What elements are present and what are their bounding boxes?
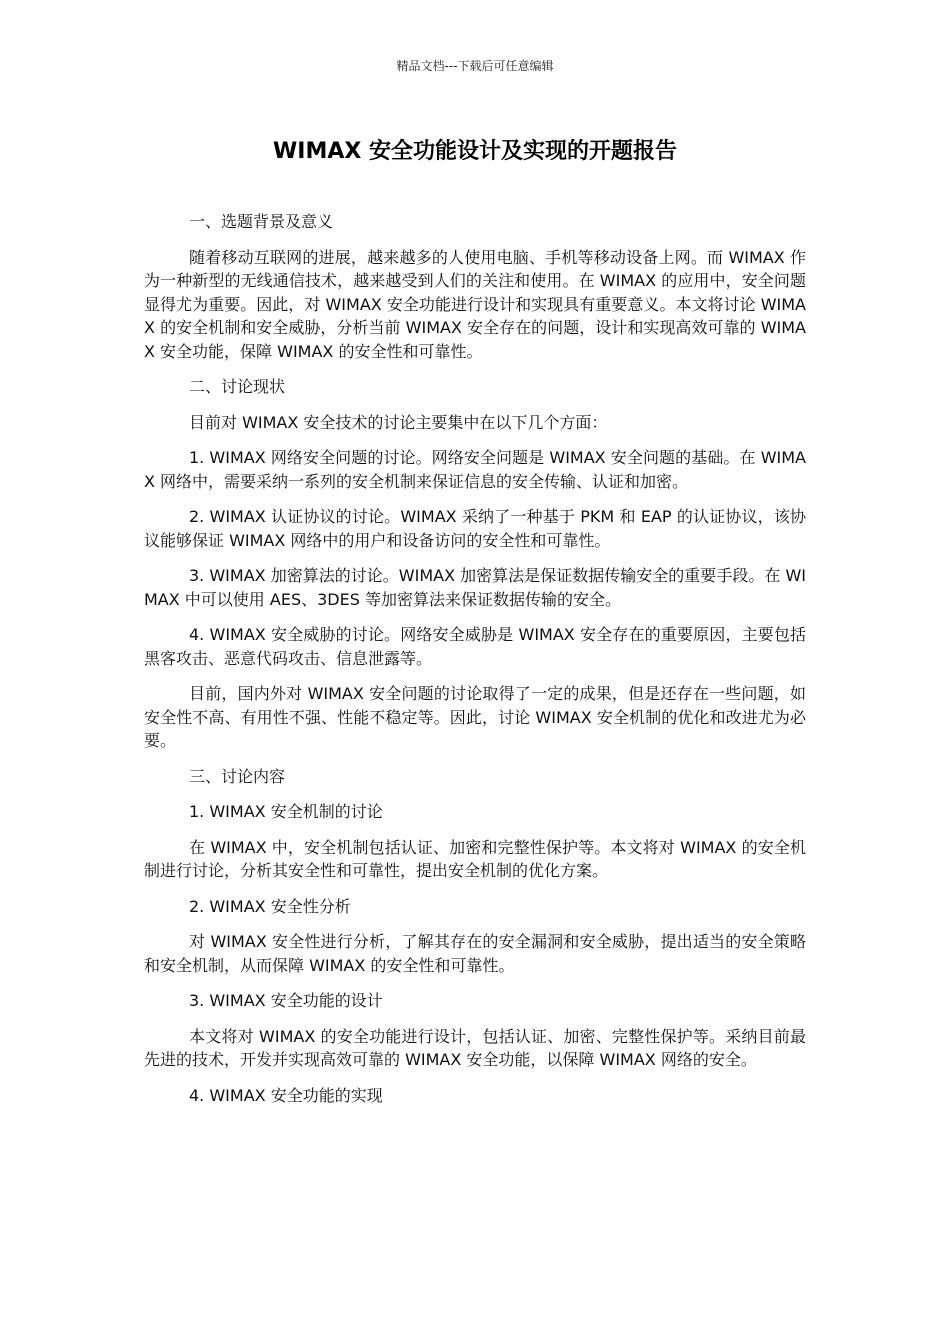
paragraph-security-mechanism: 在 WIMAX 中，安全机制包括认证、加密和完整性保护等。本文将对 WIMAX 的安全机制进行讨论，分析其安全性和可靠性，提出安全机制的优化方案。	[144, 837, 806, 880]
subheading-function-implementation: 4. WIMAX 安全功能的实现	[189, 1085, 383, 1105]
document-body	[144, 210, 806, 1119]
subheading-security-mechanism: 1. WIMAX 安全机制的讨论	[189, 802, 383, 821]
page-header: 精品文档---下载后可任意编辑	[396, 59, 554, 73]
subheading-security-analysis: 2. WIMAX 安全性分析	[189, 896, 351, 916]
paragraph-security-analysis: 对 WIMAX 安全性进行分析，了解其存在的安全漏洞和安全威胁，提出适当的安全策略和安全机制，从而保障 WIMAX 的安全性和可靠性。	[144, 932, 806, 975]
list-item-authentication: 2. WIMAX 认证协议的讨论。WIMAX 采纳了一种基于 PKM 和 EAP 的认证协议，该协议能够保证 WIMAX 网络中的用户和设备访问的安全性和可靠性。	[144, 507, 806, 550]
section-heading-background: 一、选题背景及意义	[189, 212, 334, 231]
paragraph-status-summary: 目前，国内外对 WIMAX 安全问题的讨论取得了一定的成果，但是还存在一些问题，如安全性不高、有用性不强、性能不稳定等。因此，讨论 WIMAX 安全机制的优化和改进尤为必要。	[144, 684, 806, 750]
document-title: WIMAX 安全功能设计及实现的开题报告	[273, 139, 677, 164]
paragraph-function-design: 本文将对 WIMAX 的安全功能进行设计，包括认证、加密、完整性保护等。采纳目前最先进的技术，开发并实现高效可靠的 WIMAX 安全功能，以保障 WIMAX 网络的安全。	[144, 1026, 806, 1069]
section-heading-status: 二、讨论现状	[189, 377, 286, 396]
paragraph-background: 随着移动互联网的进展，越来越多的人使用电脑、手机等移动设备上网。而 WIMAX 作为一种新型的无线通信技术，越来越受到人们的关注和使用。在 WIMAX 的应用中，安全问题显得尤为重要。因此，对 WIMAX 安全功能进行设计和实现具有重要意义。本文将讨论 WIMAX 的安全机制和安全威胁，分析当前 WIMAX 安全存在的问题，设计和实现高效可靠的 WIMAX 安全功能，保障 WIMAX 的安全性和可靠性。	[144, 247, 806, 361]
subheading-function-design: 3. WIMAX 安全功能的设计	[189, 991, 383, 1010]
paragraph-status-intro: 目前对 WIMAX 安全技术的讨论主要集中在以下几个方面：	[189, 412, 608, 432]
list-item-network-security: 1. WIMAX 网络安全问题的讨论。网络安全问题是 WIMAX 安全问题的基础。在 WIMAX 网络中，需要采纳一系列的安全机制来保证信息的安全传输、认证和加密。	[144, 448, 806, 491]
section-heading-content: 三、讨论内容	[189, 766, 286, 786]
list-item-encryption: 3. WIMAX 加密算法的讨论。WIMAX 加密算法是保证数据传输安全的重要手段。在 WIMAX 中可以使用 AES、3DES 等加密算法来保证数据传输的安全。	[144, 566, 806, 609]
list-item-threats: 4. WIMAX 安全威胁的讨论。网络安全威胁是 WIMAX 安全存在的重要原因，主要包括黑客攻击、恶意代码攻击、信息泄露等。	[144, 625, 806, 668]
